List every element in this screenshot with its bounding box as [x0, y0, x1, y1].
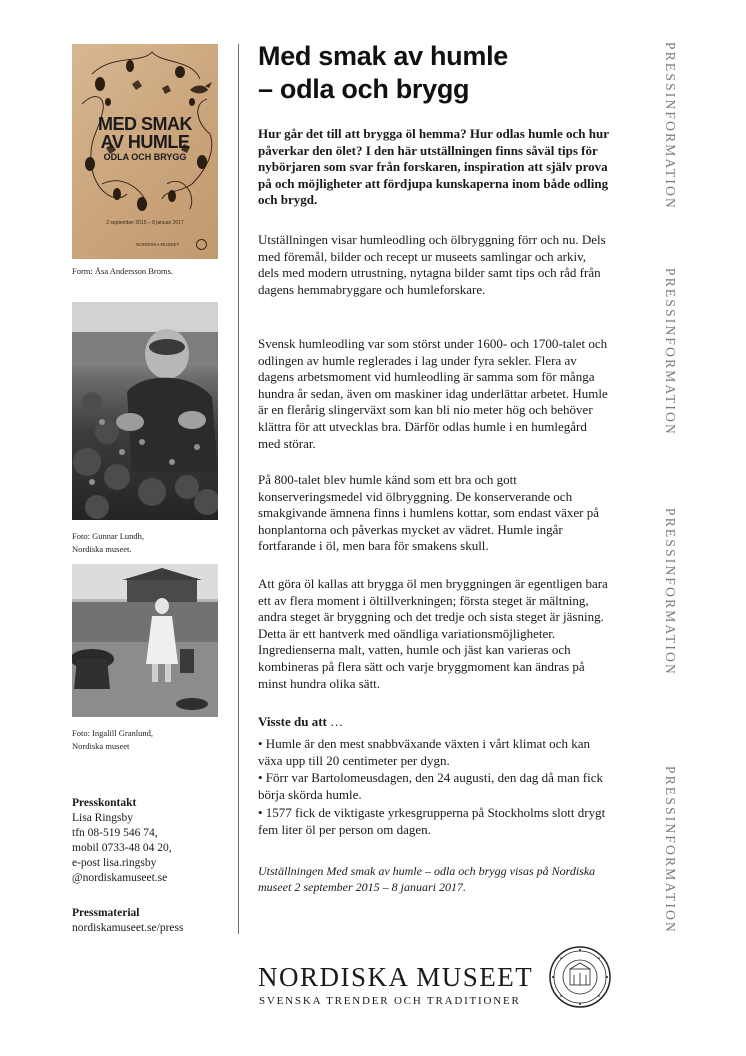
museum-seal-icon [548, 945, 612, 1009]
poster-caption: Form: Åsa Andersson Broms. [72, 266, 174, 276]
poster-title-line2: AV HUMLE [100, 132, 190, 152]
side-label-pressinformation: PRESSINFORMATION [663, 766, 678, 934]
article-paragraph: På 800-talet blev humle känd som ett bra och gott konserveringsmedel vid ölbryggning. De konserverande och smakgivande ämnena finns i humlens kottar, som endast växer på honplantorna och påverkas mycket av vädret. Humle ingår fortfarande i öl, men bara för smakens skull. [258, 472, 600, 554]
exhibition-note: Utställningen Med smak av humle – odla och brygg visas på Nordiska museet 2 september 2015 – 8 januari 2017. [258, 864, 596, 894]
poster-title-line1: MED SMAK [98, 114, 192, 134]
contact-email-line2[interactable]: @nordiskamuseet.se [72, 872, 168, 884]
press-contact [72, 796, 172, 886]
article-headline [258, 40, 618, 106]
facts-title: Visste du att [258, 714, 327, 729]
press-contact-heading: Presskontakt [72, 797, 137, 809]
fact-item: • Förr var Bartolomeusdagen, den 24 augusti, den dag då man fick börja skörda humle. [258, 770, 603, 802]
exhibition-poster [72, 44, 218, 259]
headline-line2: – odla och brygg [258, 74, 470, 104]
photo2-caption-line2: Nordiska museet [72, 741, 130, 751]
article-lead: Hur går det till att brygga öl hemma? Hur odlas humle och hur påverkar den ölet? I den här utställningen finns såväl tips för nybörjaren som svar från forskaren, inspiration att själv prova på och möjligheter att fördjupa kunskaperna inom både odling och brygd. [258, 126, 609, 207]
article-paragraph: Att göra öl kallas att brygga öl men bryggningen är egentligen bara ett av flera moment i öltillverkningen; första steget är mältning, andra steget är bryggning och det tredje och sista steget är jäsning. Detta är ett hantverk med oändliga variationsmöjligheter. Ingredienserna malt, vatten, humle och jäst kan varieras och kombineras på flera sätt och varje bryggmoment kan ändras på minst hundra olika sätt. [258, 576, 608, 691]
side-label-pressinformation: PRESSINFORMATION [663, 42, 678, 210]
photo-hop-farmer [72, 302, 218, 520]
brewing-photo-shapes [72, 564, 218, 717]
contact-mobile: mobil 0733-48 04 20, [72, 842, 172, 854]
side-label-pressinformation: PRESSINFORMATION [663, 268, 678, 436]
photo1-caption-line1: Foto: Gunnar Lundh, [72, 531, 145, 541]
museum-logo-tagline: SVENSKA TRENDER OCH TRADITIONER [259, 995, 521, 1007]
poster-dates: 2 september 2015 – 8 januari 2017 [106, 220, 184, 226]
column-divider [238, 44, 239, 934]
hop-farmer-photo-shapes [72, 302, 218, 520]
press-material-heading: Pressmaterial [72, 907, 140, 919]
facts-ellipsis: … [326, 714, 344, 729]
press-material-link[interactable]: nordiskamuseet.se/press [72, 922, 184, 934]
article-paragraph: Utställningen visar humleodling och ölbryggning förr och nu. Dels med föremål, bilder och recept ur museets samlingar och arkiv, dels med modern utrustning, nytagna bilder samt tips och råd från dagens hemmabryggare och humleforskare. [258, 232, 606, 297]
museum-logo-name: NORDISKA MUSEET [258, 962, 534, 992]
fact-item: • 1577 fick de viktigaste yrkesgrupperna på Stockholms slott drygt fem liter öl per person om dagen. [258, 805, 606, 837]
facts-heading [258, 714, 343, 730]
contact-name: Lisa Ringsby [72, 812, 134, 824]
fact-item: • Humle är den mest snabbväxande växten i vårt klimat och kan växa upp till 20 centimeter per dygn. [258, 736, 590, 768]
poster-seal-icon [196, 239, 207, 250]
poster-brand: NORDISKA MUSEET [136, 242, 180, 247]
photo2-caption-line1: Foto: Ingalill Granlund, [72, 728, 153, 738]
contact-phone: tfn 08-519 546 74, [72, 827, 158, 839]
side-label-pressinformation: PRESSINFORMATION [663, 508, 678, 676]
contact-email-line1[interactable]: e-post lisa.ringsby [72, 857, 157, 869]
article-paragraph: Svensk humleodling var som störst under 1600- och 1700-talet och odlingen av humle reglerades i lag under fyra sekler. Flera av dagens arbetsmoment vid humleodling är samma som för många hundra år sedan, även om maskiner idag underlättar arbetet. Humle är en flerårig slingerväxt som kan bli nio meter hög och behöver klättra för att utvecklas bra. Därför odlas humle i en humlegård med störar. [258, 336, 608, 451]
poster-subtitle: ODLA OCH BRYGG [103, 152, 187, 162]
headline-line1: Med smak av humle [258, 41, 509, 71]
press-material [72, 906, 183, 936]
photo1-caption-line2: Nordiska museet. [72, 544, 132, 554]
photo-brewing-woman [72, 564, 218, 717]
